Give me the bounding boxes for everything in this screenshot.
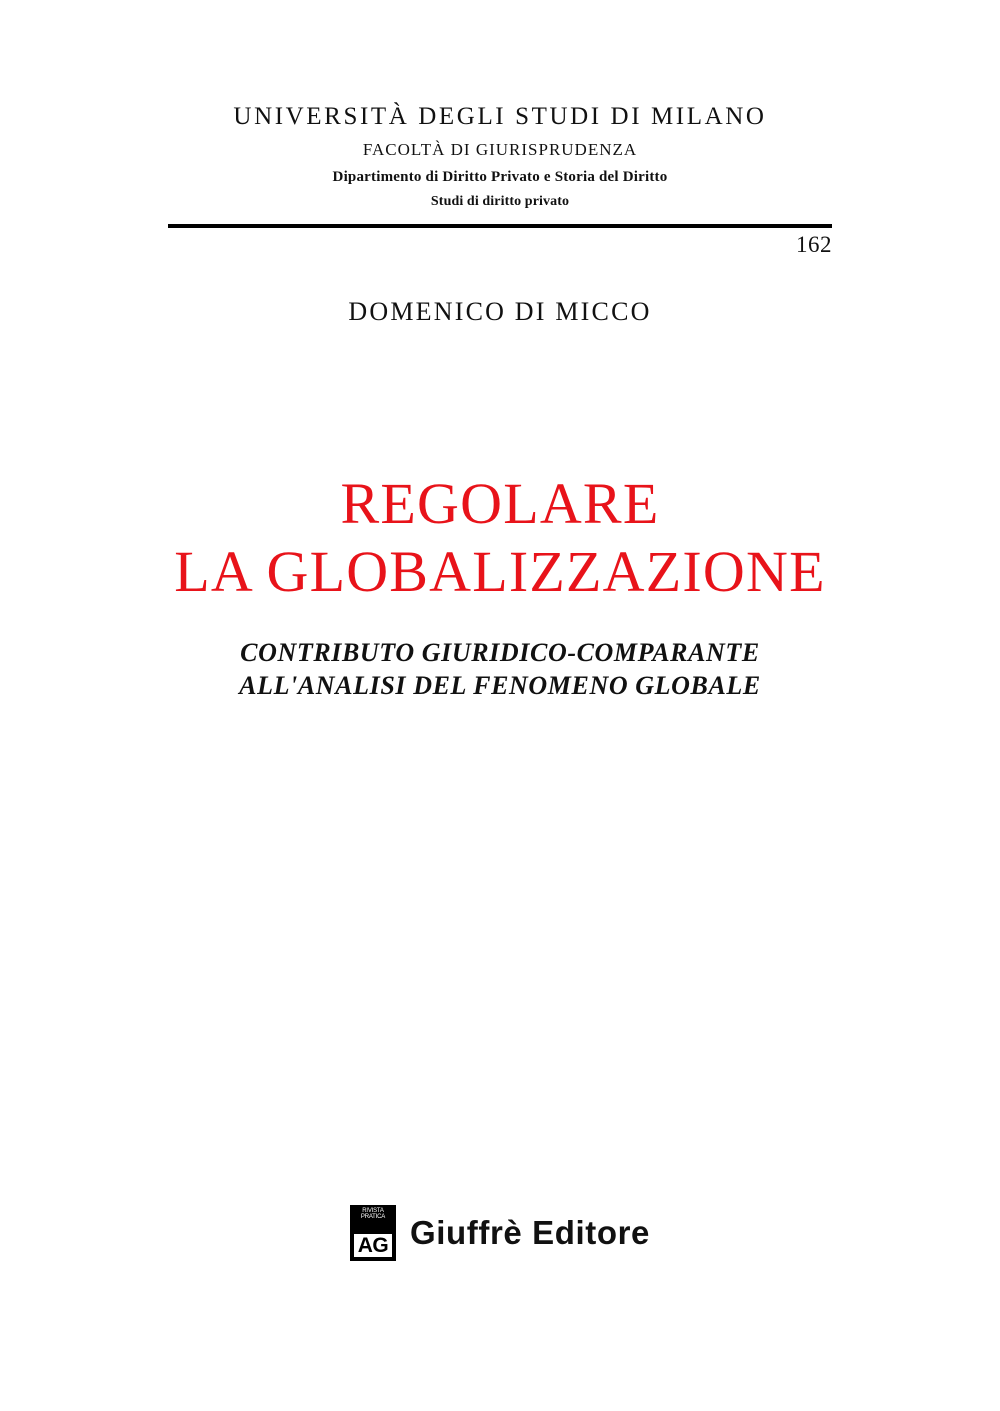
book-subtitle-line-1: CONTRIBUTO GIURIDICO-COMPARANTE [240, 638, 760, 667]
publisher-logo-caption: RIVISTA PRATICA [360, 1208, 386, 1221]
publisher-logo-icon [350, 1205, 396, 1261]
author-name: DOMENICO DI MICCO [348, 297, 652, 326]
header-divider [168, 224, 832, 228]
series-number: 162 [796, 232, 832, 257]
series-name: Studi di diritto privato [430, 193, 570, 209]
header-block [0, 103, 1000, 210]
book-title-line-1: REGOLARE [340, 471, 660, 536]
faculty-name: FACOLTÀ DI GIURISPRUDENZA [362, 139, 638, 159]
book-subtitle-line-2: ALL'ANALISI DEL FENOMENO GLOBALE [239, 671, 761, 701]
university-name: UNIVERSITÀ DEGLI STUDI DI MILANO [233, 103, 767, 130]
publisher-logo-monogram: AG [354, 1234, 392, 1257]
book-title-line-2: LA GLOBALIZZAZIONE [174, 538, 826, 604]
book-subtitle [0, 636, 1000, 703]
department-name: Dipartimento di Diritto Privato e Storia del Diritto [332, 168, 668, 185]
publisher-block [0, 1205, 1000, 1261]
book-title [0, 470, 1000, 606]
publisher-name: Giuffrè Editore [409, 1214, 651, 1251]
